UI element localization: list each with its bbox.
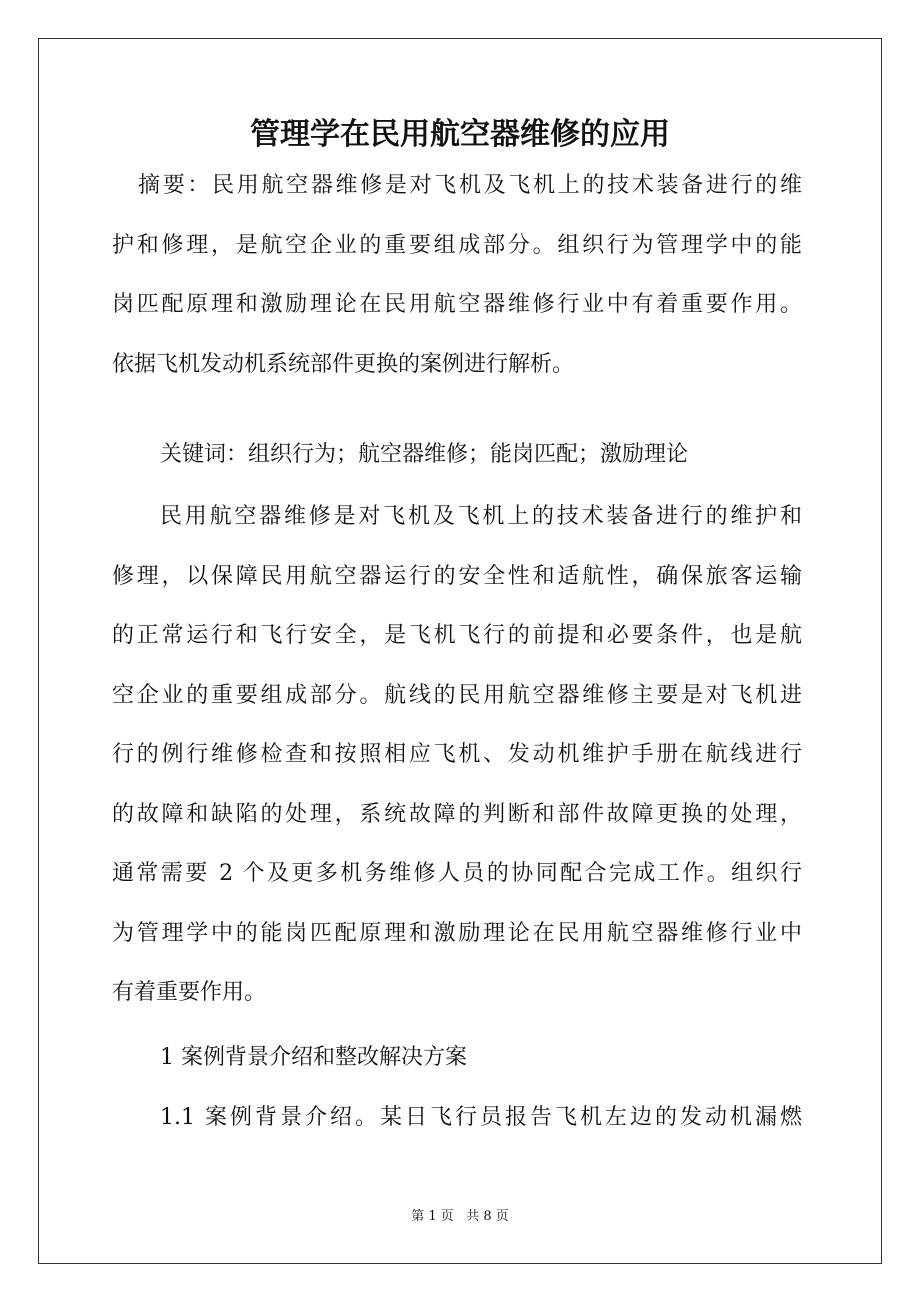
body-line: 行的例行维修检查和按照相应飞机、发动机维护手册在航线进行 <box>112 742 802 767</box>
section-heading: 1 案例背景介绍和整改解决方案 <box>160 1045 467 1070</box>
document-title: 管理学在民用航空器维修的应用 <box>250 117 670 152</box>
abstract-line: 摘要：民用航空器维修是对飞机及飞机上的技术装备进行的维 <box>138 173 802 198</box>
body-line: 的故障和缺陷的处理，系统故障的判断和部件故障更换的处理， <box>112 801 802 827</box>
keywords-line: 关键词：组织行为；航空器维修；能岗匹配；激励理论 <box>160 442 689 467</box>
page-footer: 第 1 页 共 8 页 <box>411 1209 509 1224</box>
abstract-line: 依据飞机发动机系统部件更换的案例进行解析。 <box>112 351 575 377</box>
body-line: 通常需要 2 个及更多机务维修人员的协同配合完成工作。组织行 <box>112 861 802 886</box>
body-paragraph <box>112 487 802 1023</box>
body-line: 修理，以保障民用航空器运行的安全性和适航性，确保旅客运输 <box>112 563 802 589</box>
keywords <box>112 425 802 485</box>
body-line: 民用航空器维修是对飞机及飞机上的技术装备进行的维护和 <box>160 504 802 529</box>
body-line: 的正常运行和飞行安全，是飞机飞行的前提和必要条件，也是航 <box>112 623 802 648</box>
abstract <box>112 156 802 394</box>
abstract-line: 护和修理，是航空企业的重要组成部分。组织行为管理学中的能 <box>112 232 802 258</box>
section-1 <box>112 1028 802 1147</box>
subsection-line: 1.1 案例背景介绍。某日飞行员报告飞机左边的发动机漏燃 <box>160 1104 802 1130</box>
body-line: 为管理学中的能岗匹配原理和激励理论在民用航空器维修行业中 <box>112 920 802 946</box>
body-line: 空企业的重要组成部分。航线的民用航空器维修主要是对飞机进 <box>112 682 802 708</box>
body-line: 有着重要作用。 <box>112 980 267 1005</box>
abstract-line: 岗匹配原理和激励理论在民用航空器维修行业中有着重要作用。 <box>112 292 802 317</box>
